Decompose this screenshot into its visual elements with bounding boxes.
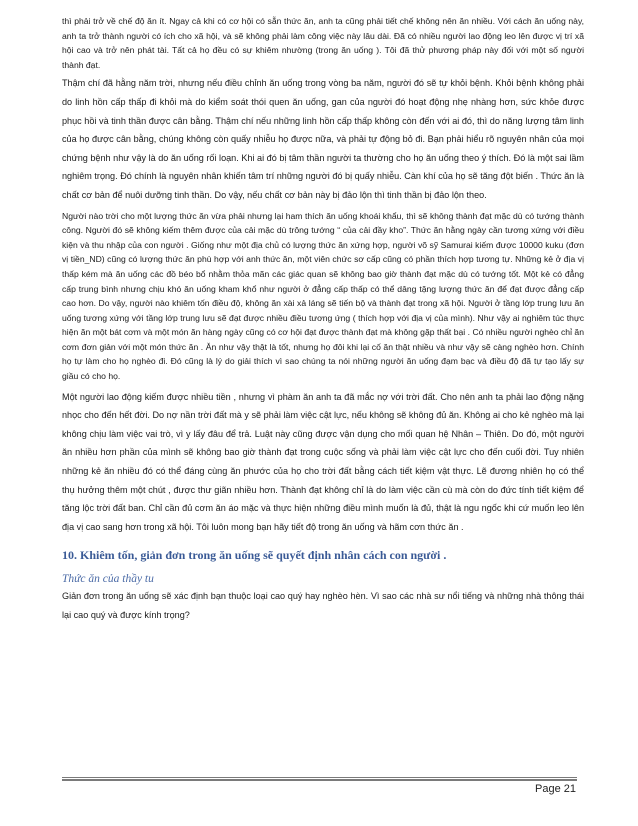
paragraph-final: Giản đơn trong ăn uống sẽ xác định bạn thuộc loại cao quý hay nghèo hèn. Vì sao các nhà sư nổi tiếng và những nhà thông thái lại cao quý và được kính trọng? — [62, 591, 584, 620]
paragraph-illness: Thậm chí đã hằng năm trời, nhưng nếu điều chỉnh ăn uống trong vòng ba năm, người đó sẽ tự khỏi bệnh. Khỏi bệnh không phải do linh hồn cấp thấp đi khỏi mà do kiểm soát thói quen ăn uống, gan của người đó hoạt động nhẹ nhàng hơn, sức khỏe được phục hồi và tinh thần được cân bằng. Thậm chí nếu những linh hồn cấp thấp không còn đến với ai đó, thì do năng lượng tâm linh của họ được cân bằng, chúng không còn quấy nhiễu họ được nữa, và phải tự động bỏ đi. Bạn phải hiểu rõ nguyên nhân của mọi chứng bệnh như vậy là do ăn uống rối loạn. Khi ai đó bị tâm thần người ta thường cho họ ăn uống theo ý thích. Đó là một sai lầm nghiêm trọng. Đó chính là nguyên nhân khiến tâm trí những người đó bị quấy nhiễu. Càn khí của họ sẽ tăng đột biến . Thức ăn là chất cơ bản để nuôi dưỡng tinh thần. Do vậy, nếu chất cơ bản này bị đảo lộn thì tinh thần bị đảo lộn theo. — [62, 78, 584, 200]
section-heading: 10. Khiêm tốn, giản đơn trong ăn uống sẽ quyết định nhân cách con người . — [62, 548, 447, 563]
paragraph-food-portion: Người nào trời cho một lượng thức ăn vừa phải nhưng lại ham thích ăn uống khoái khẩu, thì sẽ không thành đạt mặc dù có tướng thành công. Người đó sẽ không kiếm thêm được của cải mặc dù trông tướng “ của cải đầy kho”. Thức ăn hằng ngày cần tương xứng với điều kiện và thu nhập của con người . Giống như một địa chủ có lượng thức ăn xứng hợp, người võ sỹ Samurai kiếm được 10000 kuku (đơn vị tiền_ND) cũng có lượng thức ăn phù hợp với anh thức ăn, một viên chức sơ cấp cũng có phần thích hợp tương tự. Những kẻ ở địa vị thấp kém mà ăn uống các đồ béo bổ nhằm thỏa mãn các giác quan sẽ không bao giờ thành đạt mặc dù có tướng tốt. Một kẻ có đẳng cấp trung bình nhưng chịu khó ăn uống kham khổ như người ở đẳng cấp thấp có thể dâng tặng lượng thức ăn để đạt được đẳng cấp cao hơn. Do vậy, người nào khiêm tốn điều độ, không ăn xài xả láng sẽ tiến bộ và thành đạt trong xã hội. Người ở tầng lớp trung lưu ăn uống tương xứng với tầng lớp trung lưu sẽ đạt được nhiều điều tương ứng ( thích hợp với địa vị của mình). Như vậy ai nghiêm túc thực hiện ăn một bát cơm và một món ăn hàng ngày cũng có cơ hội đạt được thành đạt mà không gặp thất bại . Có nhiều người nghèo chỉ ăn cơm đơn giản với một món thức ăn . Ăn như vậy thật là tốt, nhưng họ đôi khi lại cố ăn thật nhiều và như vậy sẽ càng nghèo hơn. Chính họ tự làm cho họ nghèo đi. Đó cũng là lý do giải thích vì sao chúng ta nói những người ăn uống đạm bạc và điều độ đã tự tạo lấy sự giầu có cho họ. — [62, 210, 584, 382]
section-subheading: Thức ăn của thầy tu — [62, 573, 154, 586]
paragraph-diet-intro: thì phải trở về chế độ ăn ít. Ngay cả khi có cơ hội có sẵn thức ăn, anh ta cũng phải tiết chế không nên ăn nhiều. Với cách ăn uống này, anh ta trở thành người có ích cho xã hội, và sẽ không phải làm công việc này lâu dài. Đã có nhiều người lao động leo lên được vị trí xã hội cao và trở nên phát tài. Tất cả họ đều có sự khiêm nhường (trong ăn uống ). Tôi đã thử phương pháp này đối với một số người thành đạt. — [62, 16, 584, 70]
footer-divider-thick — [62, 779, 577, 781]
paragraph-laborer: Một người lao động kiếm được nhiều tiền , nhưng vì phàm ăn anh ta đã mắc nợ với trời đất. Cho nên anh ta phải lao động nặng nhọc cho đến hết đời. Do nợ nần trời đất mà y sẽ phải làm việc cật lực, nếu không sẽ không đủ ăn. Không ai cho kẻ nghèo mà lại không chịu làm việc vai trò, vì y lấy đâu để trả. Luật này cũng được vận dụng cho mối quan hệ Nhân – Thiên. Do đó, một người ăn nhiều hơn phần của mình sẽ không bao giờ thành đạt trong cuộc sống và phải làm việc cật lực cho đến cuối đời. Tuy nhiên những kẻ ăn nhiều đó có thể đáng cùng ăn phước của họ cho trời đất bằng cách tiết kiệm vật thực. Lẽ đương nhiên họ có thể thụ hưởng thêm một chút , được thư giãn nhiều hơn. Thành đạt không chỉ là do làm việc cần cù mà còn do đức tính tiết kiệm để tăng lộc trời đất ban. Chỉ cần đủ cơm ăn áo mặc và thực hiện những điều mình muốn là đủ, thật là ngu ngốc khi cứ muốn leo lên địa vị cao sang hơn trong xã hội. Tôi luôn mong bạn hãy tiết độ trong ăn uống và hãm cơn thức ăn . — [62, 391, 584, 532]
page-number: Page 21 — [535, 783, 576, 795]
page-body — [62, 14, 584, 625]
footer-divider — [62, 777, 577, 778]
